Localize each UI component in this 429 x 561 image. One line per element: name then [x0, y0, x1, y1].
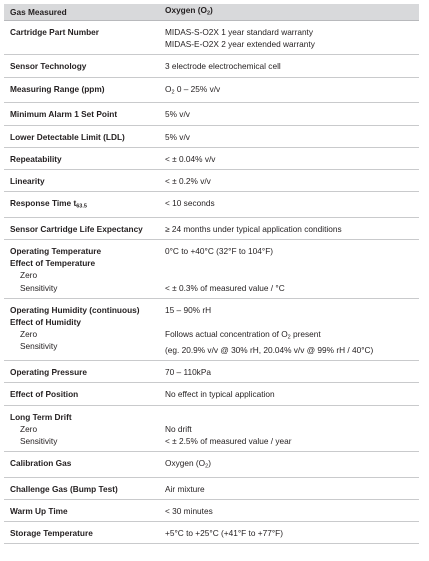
row-value: < ± 0.04% v/v [165, 153, 216, 164]
header-value-end: ) [210, 5, 213, 16]
table-row [4, 522, 419, 544]
header-value-sub: 2 [206, 10, 211, 17]
row-value: 5% v/v [165, 131, 190, 142]
cal-gas-post: ) [208, 458, 211, 469]
table-row [4, 298, 419, 360]
table-row [4, 55, 419, 77]
part-number-extended: MIDAS-E-O2X 2 year extended warranty [165, 39, 315, 50]
row-label [4, 298, 162, 360]
row-label: Storage Temperature [10, 528, 93, 539]
row-value [162, 298, 419, 360]
row-label: Calibration Gas [10, 458, 72, 469]
row-value [162, 452, 419, 478]
row-value: 70 – 110kPa [165, 367, 211, 378]
range-sub: 2 [171, 89, 175, 96]
row-label: Operating Pressure [10, 367, 88, 378]
row-label: Repeatability [10, 153, 62, 164]
row-value [162, 405, 419, 452]
drift-sensitivity-value: < ± 2.5% of measured value / year [165, 435, 292, 446]
drift-zero-value: No drift [165, 423, 192, 434]
range-pre: O [165, 83, 172, 94]
hum-effect-label: Effect of Humidity [10, 317, 81, 328]
response-label-pre: Response Time t [10, 198, 77, 209]
row-value: 5% v/v [165, 109, 190, 120]
row-value: ≥ 24 months under typical application conditions [165, 223, 342, 234]
table-row [4, 169, 419, 191]
op-hum-label: Operating Humidity (continuous) [10, 304, 140, 315]
row-value: No effect in typical application [165, 389, 275, 400]
row-value: < 10 seconds [165, 198, 215, 209]
row-label: Sensor Technology [10, 61, 87, 72]
row-label [4, 405, 162, 452]
table-row [4, 240, 419, 299]
hum-zero-value [165, 328, 419, 344]
row-label: Warm Up Time [10, 506, 68, 517]
table-row [4, 405, 419, 452]
row-label: Minimum Alarm 1 Set Point [10, 109, 118, 120]
response-label-sub: 63.5 [76, 203, 87, 210]
table-row [4, 103, 419, 125]
op-temp-label: Operating Temperature [10, 246, 102, 257]
row-value: +5°C to +25°C (+41°F to +77°F) [165, 528, 283, 539]
row-label: Cartridge Part Number [10, 27, 99, 37]
row-label: Sensor Cartridge Life Expectancy [10, 223, 143, 234]
cal-gas-pre: Oxygen (O [165, 458, 206, 469]
row-value: 3 electrode electrochemical cell [165, 61, 281, 72]
table-row [4, 500, 419, 522]
range-post: 0 – 25% v/v [174, 83, 221, 94]
hum-zero-post: present [290, 329, 321, 340]
table-row [4, 383, 419, 405]
hum-sensitivity-value: (eg. 20.9% v/v @ 30% rH, 20.04% v/v @ 99% rH / 40°C) [165, 344, 374, 355]
row-value [162, 240, 419, 299]
temp-effect-label: Effect of Temperature [10, 258, 96, 269]
temp-sensitivity-label: Sensitivity [20, 282, 58, 293]
header-value-main: Oxygen (O [165, 5, 207, 16]
row-label [4, 192, 162, 218]
table-row [4, 147, 419, 169]
hum-zero-label: Zero [20, 329, 38, 340]
table-row [4, 125, 419, 147]
temp-zero-label: Zero [20, 270, 38, 281]
hum-zero-sub: 2 [287, 334, 291, 341]
row-label [4, 240, 162, 299]
table-row [4, 452, 419, 478]
drift-label: Long Term Drift [10, 411, 72, 422]
hum-zero-pre: Follows actual concentration of O [165, 329, 288, 340]
row-label: Lower Detectable Limit (LDL) [10, 131, 125, 142]
header-parameter: Gas Measured [4, 4, 162, 21]
temp-sensitivity-value: < ± 0.3% of measured value / °C [165, 282, 285, 293]
table-row [4, 21, 419, 55]
spec-table [4, 4, 419, 544]
row-value: Air mixture [165, 483, 205, 494]
hum-sensitivity-label: Sensitivity [20, 341, 58, 352]
row-value: < 30 minutes [165, 506, 213, 517]
drift-sensitivity-label: Sensitivity [20, 435, 58, 446]
drift-zero-label: Zero [20, 423, 38, 434]
table-row [4, 361, 419, 383]
table-row [4, 217, 419, 239]
header-value [162, 4, 419, 21]
table-row [4, 192, 419, 218]
row-value [162, 77, 419, 103]
table-row [4, 77, 419, 103]
table-row [4, 477, 419, 499]
row-label: Linearity [10, 175, 45, 186]
table-header-row [4, 4, 419, 21]
op-temp-value: 0°C to +40°C (32°F to 104°F) [165, 246, 274, 257]
row-label: Measuring Range (ppm) [10, 83, 105, 94]
part-number-standard: MIDAS-S-O2X 1 year standard warranty [165, 27, 314, 37]
row-label: Challenge Gas (Bump Test) [10, 483, 118, 494]
op-hum-value: 15 – 90% rH [165, 304, 212, 315]
cal-gas-sub: 2 [205, 463, 209, 470]
spec-sheet [4, 4, 419, 544]
row-label: Effect of Position [10, 389, 79, 400]
row-value: < ± 0.2% v/v [165, 175, 211, 186]
row-value [162, 21, 419, 55]
